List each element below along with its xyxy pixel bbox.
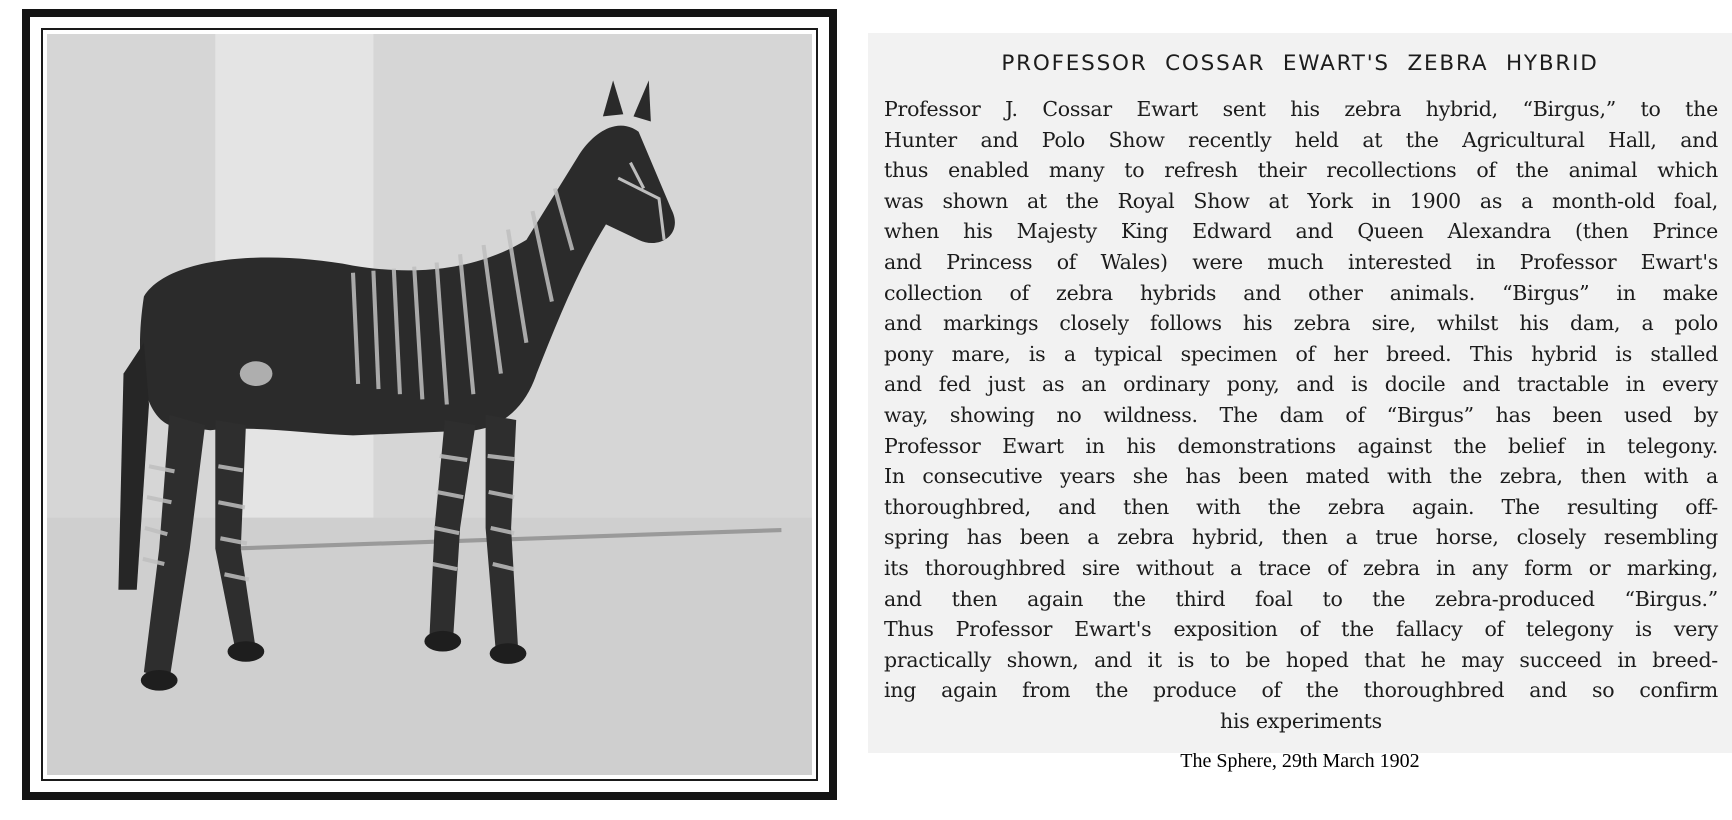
article-line: In consecutive years she has been mated with the zebra, then with a bbox=[884, 464, 1718, 489]
article-body bbox=[884, 94, 1718, 736]
zebra-hybrid-photo bbox=[47, 34, 812, 775]
article-line: Professor J. Cossar Ewart sent his zebra hybrid, “Birgus,” to the bbox=[884, 97, 1718, 121]
article-line: collection of zebra hybrids and other animals. “Birgus” in make bbox=[884, 280, 1718, 305]
zebra-hybrid-illustration bbox=[47, 34, 812, 775]
article-line: ing again from the produce of the thoroughbred and so confirm bbox=[884, 678, 1718, 703]
article-line: pony mare, is a typical specimen of her breed. This hybrid is stalled bbox=[884, 341, 1718, 366]
article-line: Professor Ewart in his demonstrations against the belief in telegony. bbox=[884, 433, 1718, 458]
article-line: spring has been a zebra hybrid, then a true horse, closely resembling bbox=[884, 525, 1718, 550]
article-line: Thus Professor Ewart's exposition of the fallacy of telegony is very bbox=[884, 617, 1718, 642]
article-line: thus enabled many to refresh their recollections of the animal which bbox=[884, 158, 1718, 183]
article-headline: PROFESSOR COSSAR EWART'S ZEBRA HYBRID bbox=[1001, 51, 1599, 76]
article-line: was shown at the Royal Show at York in 1900 as a month-old foal, bbox=[884, 188, 1718, 213]
article-line: way, showing no wildness. The dam of “Birgus” has been used by bbox=[884, 402, 1718, 427]
article-line: thoroughbred, and then with the zebra again. The resulting off- bbox=[884, 494, 1718, 519]
article-line: and markings closely follows his zebra sire, whilst his dam, a polo bbox=[884, 311, 1718, 336]
article-line-last: his experiments bbox=[1220, 708, 1382, 733]
article-line: when his Majesty King Edward and Queen Alexandra (then Prince bbox=[884, 219, 1718, 244]
article-panel bbox=[868, 33, 1732, 753]
source-caption: The Sphere, 29th March 1902 bbox=[1180, 750, 1420, 772]
photo-frame bbox=[22, 9, 837, 800]
article-line: and Princess of Wales) were much interested in Professor Ewart's bbox=[884, 249, 1718, 274]
article-line: practically shown, and it is to be hoped that he may succeed in breed- bbox=[884, 647, 1718, 672]
article-line: its thoroughbred sire without a trace of zebra in any form or marking, bbox=[884, 555, 1718, 580]
article-line: and fed just as an ordinary pony, and is docile and tractable in every bbox=[884, 372, 1718, 397]
article-line: Hunter and Polo Show recently held at the Agricultural Hall, and bbox=[884, 127, 1718, 152]
article-line: and then again the third foal to the zebra-produced “Birgus.” bbox=[884, 586, 1718, 611]
